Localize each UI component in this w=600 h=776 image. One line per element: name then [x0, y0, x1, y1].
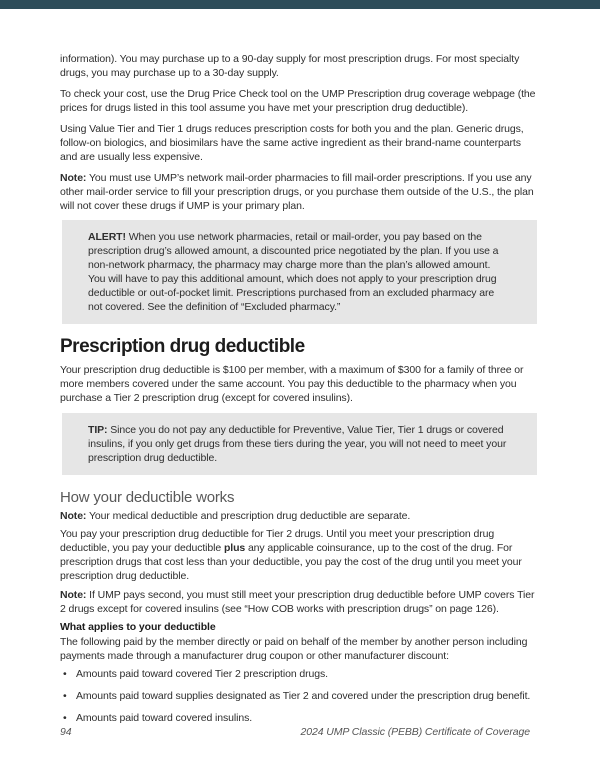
bullet-icon: •	[63, 690, 67, 702]
paragraph-mail-order-note	[60, 171, 538, 213]
pay-text-pre: You pay your prescription drug deductible for Tier 2 drugs. Until you meet your prescription drug deductible, you pay your deductible	[60, 528, 495, 554]
alert-callout-box	[62, 220, 537, 324]
page-number: 94	[60, 726, 72, 738]
list-item	[60, 667, 538, 681]
section-title-prescription-drug-deductible: Prescription drug deductible	[60, 336, 305, 357]
bullet-icon: •	[63, 668, 67, 680]
note-text: You must use UMP’s network mail-order pharmacies to fill mail-order prescriptions. If you use any other mail-order service to fill your prescription drugs, or you purchase them outside of the U.S., the plan will not cover these drugs if UMP is your primary plan.	[60, 172, 534, 212]
pay-text-bold-plus: plus	[223, 542, 246, 554]
list-item-text: Amounts paid toward supplies designated as Tier 2 and covered under the prescription drug benefit.	[76, 690, 531, 702]
note-label: Note:	[60, 510, 87, 522]
paragraph-deductible-amounts: Your prescription drug deductible is $100 per member, with a maximum of $300 for a family of three or more members covered under the same account. You pay this deductible to the pharmacy when you purchase a Tier 2 prescription drug (except for covered insulins).	[60, 364, 524, 404]
bullet-icon: •	[63, 712, 67, 724]
note-text: Your medical deductible and prescription drug deductible are separate.	[86, 510, 411, 522]
alert-label: ALERT!	[88, 231, 126, 243]
document-page-body	[60, 52, 538, 733]
paragraph-separate-deductibles-note	[60, 509, 538, 523]
pay-text-post: any applicable coinsurance, up to the cost of the drug. For prescription drugs that cost less than your deductible, you pay the cost of the drug until you meet your prescription drug deductible.	[60, 542, 522, 582]
paragraph-applies-intro: The following paid by the member directly or paid on behalf of the member by another person including payments made through a manufacturer drug coupon or other manufacturer discount:	[60, 636, 528, 662]
list-item	[60, 689, 538, 703]
paragraph-tier2-payment	[60, 527, 538, 583]
note-label: Note:	[60, 172, 87, 184]
subsection-title-how-deductible-works: How your deductible works	[60, 489, 235, 506]
paragraph-value-tier: Using Value Tier and Tier 1 drugs reduces prescription costs for both you and the plan. Generic drugs, follow-on biologics, and biosimilars have the same active ingredient as their brand-name counterparts and are usually less expensive.	[60, 123, 524, 163]
page-footer	[60, 726, 530, 738]
paragraph-supply-limits: information). You may purchase up to a 90-day supply for most prescription drugs. For most specialty drugs, you may purchase up to a 30-day supply.	[60, 53, 520, 79]
tip-text: Since you do not pay any deductible for Preventive, Value Tier, Tier 1 drugs or covered insulins, if you only get drugs from these tiers during the year, you will not need to meet your prescription drug deductible.	[88, 424, 507, 464]
footer-document-title: 2024 UMP Classic (PEBB) Certificate of Coverage	[300, 726, 530, 738]
tip-callout-box	[62, 413, 537, 475]
tip-label: TIP:	[88, 424, 108, 436]
heading-what-applies: What applies to your deductible	[60, 621, 216, 633]
deductible-applies-list	[60, 667, 538, 725]
paragraph-cob-note	[60, 588, 538, 616]
list-item-text: Amounts paid toward covered Tier 2 prescription drugs.	[76, 668, 328, 680]
list-item-text: Amounts paid toward covered insulins.	[76, 712, 253, 724]
paragraph-drug-price-check: To check your cost, use the Drug Price Check tool on the UMP Prescription drug coverage webpage (the prices for drugs listed in this tool assume you have met your prescription drug deductible).	[60, 88, 536, 114]
page-top-accent-bar	[0, 0, 600, 9]
note-label: Note:	[60, 589, 87, 601]
note-text: If UMP pays second, you must still meet your prescription drug deductible before UMP covers Tier 2 drugs except for covered insulins (see “How COB works with prescription drugs” on page 126).	[60, 589, 535, 615]
alert-text: When you use network pharmacies, retail or mail-order, you pay based on the prescription drug’s allowed amount, a discounted price negotiated by the plan. If you use a non-network pharmacy, the pharmacy may charge more than the plan’s allowed amount. You will have to pay this additional amount, which does not apply to your prescription drug deductible or out-of-pocket limit. Prescriptions purchased from an excluded pharmacy are not covered. See the definition of “Excluded pharmacy.”	[88, 231, 499, 313]
list-item	[60, 711, 538, 725]
